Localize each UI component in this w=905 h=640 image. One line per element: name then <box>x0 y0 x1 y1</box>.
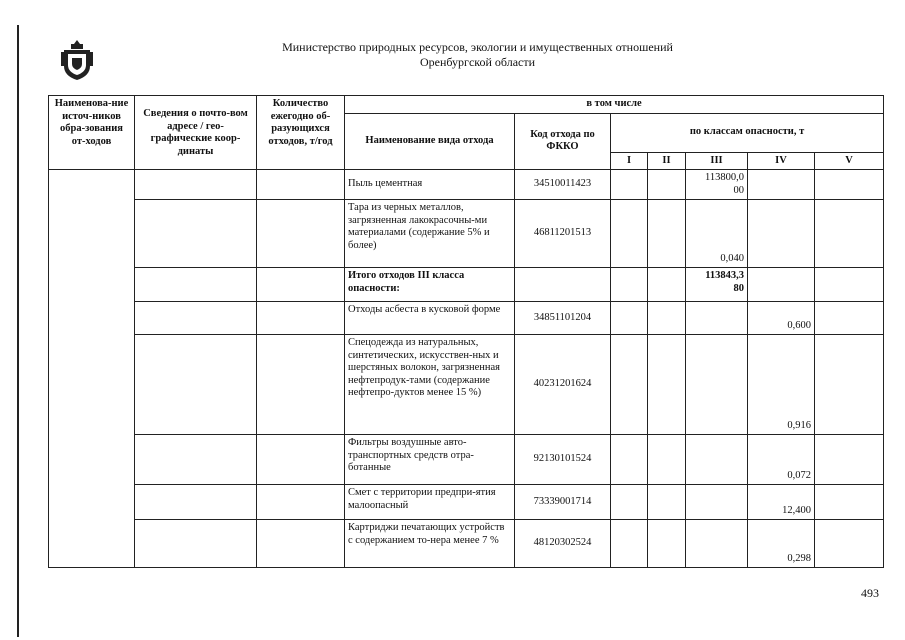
class-2-value <box>648 485 686 520</box>
class-2-value <box>648 200 686 268</box>
class-5-value <box>815 520 884 568</box>
class-3-value <box>686 302 748 335</box>
header-class-4: IV <box>748 152 815 170</box>
waste-name: Итого отходов III класса опасности: <box>345 268 515 302</box>
fkko-code: 40231201624 <box>515 335 611 435</box>
waste-name: Фильтры воздушные авто-транспортных средств отра-ботанные <box>345 435 515 485</box>
class-5-value <box>815 302 884 335</box>
waste-table <box>48 95 884 568</box>
class-3-value <box>686 520 748 568</box>
address-cell <box>135 302 257 335</box>
header-waste-name: Наименование вида отхода <box>345 113 515 170</box>
header-hazard-classes: по классам опасности, т <box>611 113 884 152</box>
header-source: Наименова-ние источ-ников обра-зования от-ходов <box>49 96 135 170</box>
waste-name: Пыль цементная <box>345 170 515 200</box>
class-2-value <box>648 268 686 302</box>
table-row <box>49 520 884 568</box>
address-cell <box>135 200 257 268</box>
class-4-value: 0,298 <box>748 520 815 568</box>
class-4-value <box>748 200 815 268</box>
waste-name: Тара из черных металлов, загрязненная лакокрасочны-ми материалами (содержание 5% и более) <box>345 200 515 268</box>
class-4-value: 12,400 <box>748 485 815 520</box>
quantity-cell <box>257 268 345 302</box>
waste-name: Смет с территории предпри-ятия малоопасный <box>345 485 515 520</box>
class-2-value <box>648 520 686 568</box>
address-cell <box>135 485 257 520</box>
class-5-value <box>815 170 884 200</box>
address-cell <box>135 335 257 435</box>
table-row <box>49 435 884 485</box>
class-2-value <box>648 170 686 200</box>
class-2-value <box>648 435 686 485</box>
class-1-value <box>611 302 648 335</box>
table-row <box>49 268 884 302</box>
class-3-value: 113800,0 00 <box>686 170 748 200</box>
class-5-value <box>815 200 884 268</box>
header-class-1: I <box>611 152 648 170</box>
address-cell <box>135 268 257 302</box>
class-3-value <box>686 485 748 520</box>
class-3-value <box>686 435 748 485</box>
waste-table-container <box>48 95 883 568</box>
fkko-code <box>515 268 611 302</box>
table-row <box>49 485 884 520</box>
fkko-code: 46811201513 <box>515 200 611 268</box>
address-cell <box>135 170 257 200</box>
quantity-cell <box>257 335 345 435</box>
class-1-value <box>611 520 648 568</box>
waste-name: Отходы асбеста в кусковой форме <box>345 302 515 335</box>
class-5-value <box>815 335 884 435</box>
header-class-2: II <box>648 152 686 170</box>
header-fkko-code: Код отхода по ФККО <box>515 113 611 170</box>
fkko-code: 73339001714 <box>515 485 611 520</box>
class-1-value <box>611 268 648 302</box>
class-2-value <box>648 302 686 335</box>
class-5-value <box>815 485 884 520</box>
page-number: 493 <box>861 586 879 600</box>
class-1-value <box>611 435 648 485</box>
class-4-value: 0,600 <box>748 302 815 335</box>
quantity-cell <box>257 302 345 335</box>
header-class-5: V <box>815 152 884 170</box>
class-3-value: 0,040 <box>686 200 748 268</box>
class-4-value: 0,072 <box>748 435 815 485</box>
quantity-cell <box>257 170 345 200</box>
header-class-3: III <box>686 152 748 170</box>
class-5-value <box>815 268 884 302</box>
coat-of-arms-icon <box>60 38 94 82</box>
class-3-value <box>686 335 748 435</box>
page-edge-line <box>17 25 19 637</box>
fkko-code: 92130101524 <box>515 435 611 485</box>
fkko-code: 34510011423 <box>515 170 611 200</box>
fkko-code: 48120302524 <box>515 520 611 568</box>
quantity-cell <box>257 200 345 268</box>
quantity-cell <box>257 520 345 568</box>
class-1-value <box>611 170 648 200</box>
class-1-value <box>611 335 648 435</box>
class-3-value: 113843,3 80 <box>686 268 748 302</box>
source-cell <box>49 170 135 568</box>
address-cell <box>135 435 257 485</box>
document-header <box>200 40 755 70</box>
table-row <box>49 200 884 268</box>
waste-name: Спецодежда из натуральных, синтетических, искусствен-ных и шерстяных волокон, загрязненная нефтепродук-тами (содержание нефтепро-дуктов менее 15 %) <box>345 335 515 435</box>
class-5-value <box>815 435 884 485</box>
class-1-value <box>611 200 648 268</box>
class-2-value <box>648 335 686 435</box>
fkko-code: 34851101204 <box>515 302 611 335</box>
header-quantity: Количество ежегодно об-разующихся отходов, т/год <box>257 96 345 170</box>
table-row <box>49 302 884 335</box>
header-region: Оренбургской области <box>419 55 536 69</box>
quantity-cell <box>257 435 345 485</box>
class-1-value <box>611 485 648 520</box>
waste-table-body <box>49 170 884 568</box>
table-row <box>49 335 884 435</box>
class-4-value: 0,916 <box>748 335 815 435</box>
waste-name: Картриджи печатающих устройств с содержанием то-нера менее 7 % <box>345 520 515 568</box>
header-ministry: Министерство природных ресурсов, экологии и имущественных отношений <box>282 40 673 54</box>
class-4-value <box>748 268 815 302</box>
address-cell <box>135 520 257 568</box>
table-row <box>49 170 884 200</box>
header-address: Сведения о почто-вом адресе / гео-графические коор-динаты <box>135 96 257 170</box>
quantity-cell <box>257 485 345 520</box>
header-including: в том числе <box>345 96 884 114</box>
class-4-value <box>748 170 815 200</box>
